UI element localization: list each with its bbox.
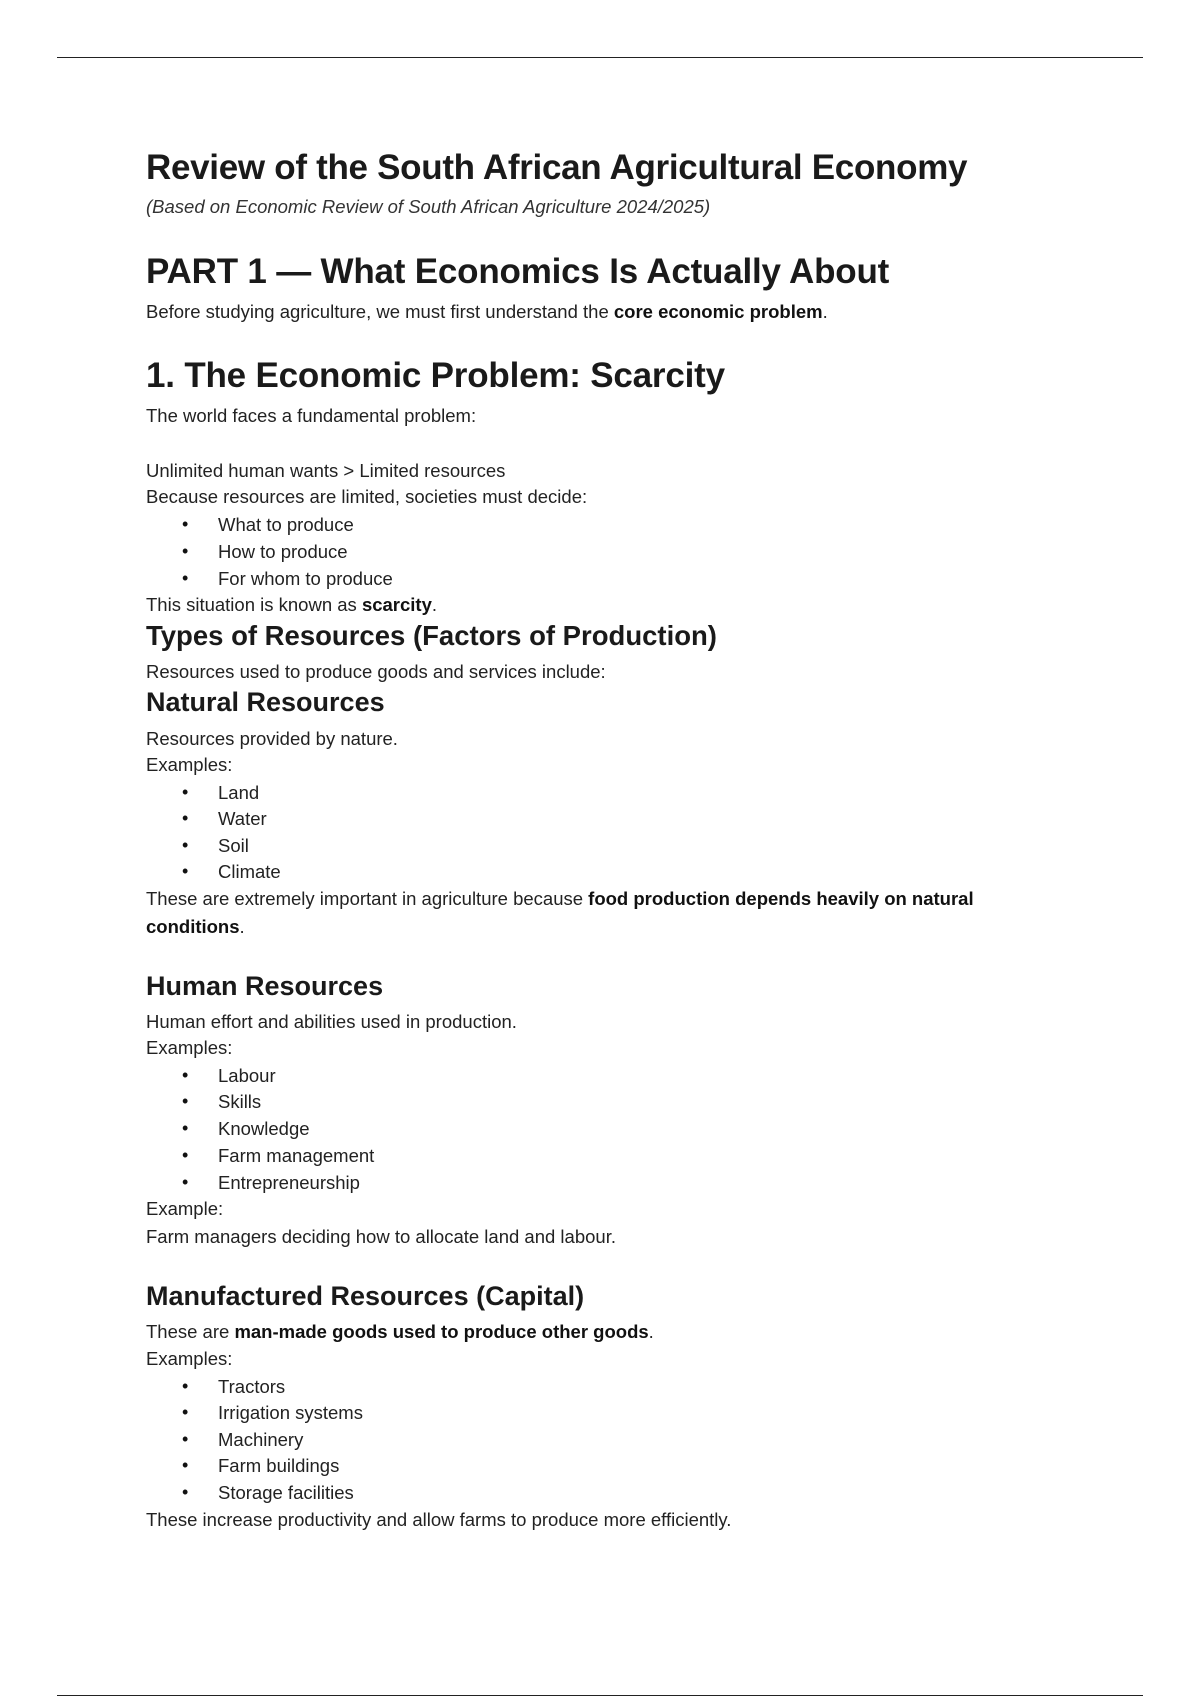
capital-paragraph-2: These increase productivity and allow farms to produce more efficiently. (146, 1509, 732, 1530)
list-item: • Climate (218, 861, 281, 883)
list-item: • How to produce (218, 541, 348, 563)
natural-paragraph-2-line-2: conditions. (146, 916, 245, 937)
list-item: • Farm management (218, 1145, 374, 1167)
header-rule (57, 57, 1143, 58)
list-item: • Farm buildings (218, 1455, 339, 1477)
section1-paragraph-4: This situation is known as scarcity. (146, 594, 438, 615)
human-examples-label: Examples: (146, 1037, 233, 1058)
part1-heading: PART 1 — What Economics Is Actually About (146, 252, 890, 291)
capital-heading: Manufactured Resources (Capital) (146, 1281, 585, 1311)
document-title: Review of the South African Agricultural Economy (146, 148, 968, 187)
natural-heading: Natural Resources (146, 687, 385, 717)
human-example-text: Farm managers deciding how to allocate land and labour. (146, 1226, 616, 1247)
footer-rule (57, 1695, 1143, 1696)
section1-paragraph-3: Because resources are limited, societies must decide: (146, 486, 588, 507)
list-item: • Storage facilities (218, 1482, 354, 1504)
section1-paragraph-1: The world faces a fundamental problem: (146, 405, 477, 426)
human-heading: Human Resources (146, 971, 384, 1001)
list-item: • What to produce (218, 514, 354, 536)
section1-paragraph-2: Unlimited human wants > Limited resources (146, 460, 506, 481)
list-item: • Machinery (218, 1429, 303, 1451)
list-item: • Tractors (218, 1376, 285, 1398)
human-example-label: Example: (146, 1198, 224, 1219)
types-paragraph: Resources used to produce goods and services include: (146, 661, 606, 682)
capital-examples-label: Examples: (146, 1348, 233, 1369)
natural-paragraph-1: Resources provided by nature. (146, 728, 398, 749)
list-item: • Water (218, 808, 267, 830)
section1-heading: 1. The Economic Problem: Scarcity (146, 356, 725, 395)
natural-examples-label: Examples: (146, 754, 233, 775)
list-item: • Entrepreneurship (218, 1172, 360, 1194)
list-item: • Skills (218, 1091, 261, 1113)
list-item: • Knowledge (218, 1118, 310, 1140)
document-subtitle: (Based on Economic Review of South African Agriculture 2024/2025) (146, 196, 711, 217)
part1-intro: Before studying agriculture, we must first understand the core economic problem. (146, 301, 828, 322)
capital-paragraph-1: These are man-made goods used to produce other goods. (146, 1321, 654, 1342)
list-item: • Soil (218, 835, 249, 857)
list-item: • Irrigation systems (218, 1402, 363, 1424)
natural-paragraph-2-line-1: These are extremely important in agriculture because food production depends heavily on natural (146, 888, 974, 909)
types-heading: Types of Resources (Factors of Production) (146, 620, 717, 651)
human-paragraph-1: Human effort and abilities used in production. (146, 1011, 517, 1032)
list-item: • Labour (218, 1065, 276, 1087)
list-item: • Land (218, 782, 259, 804)
list-item: • For whom to produce (218, 568, 393, 590)
